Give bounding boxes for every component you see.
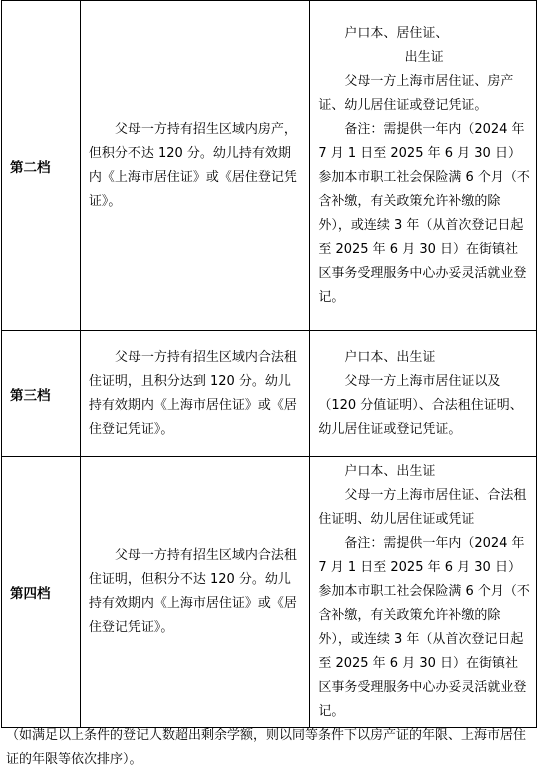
condition-cell xyxy=(80,457,309,728)
materials-line: 父母一方上海市居住证以及（120 分值证明）、合法租住证明、幼儿居住证或登记凭证。 xyxy=(318,373,523,437)
materials-line: 户口本、居住证、 xyxy=(344,25,449,41)
table-row xyxy=(2,1,537,331)
materials-note: 备注：需提供一年内（2024 年 7 月 1 日至 2025 年 6 月 30 日）参加本市职工社会保险满 6 个月（不含补缴，有关政策允许补缴的除外），或连续 3 年（从首次登记日起至 2025 年 6 月 30 日）在街镇社区事务受理服务中心办妥灵活就业登记。 xyxy=(318,536,530,719)
materials-line: 父母一方上海市居住证、房产证、幼儿居住证或登记凭证。 xyxy=(318,73,514,113)
materials-note: 备注：需提供一年内（2024 年 7 月 1 日至 2025 年 6 月 30 日）参加本市职工社会保险满 6 个月（不含补缴，有关政策允许补缴的除外），或连续 3 年（从首次登记日起至 2025 年 6 月 30 日）在街镇社区事务受理服务中心办妥灵活就业登记。 xyxy=(318,121,530,305)
tier-label: 第二档 xyxy=(2,1,81,331)
materials-line: 父母一方上海市居住证、合法租住证明、幼儿居住证或凭证 xyxy=(318,488,527,527)
materials-line: 户口本、出生证 xyxy=(344,349,436,365)
condition-cell xyxy=(80,331,309,457)
table-row xyxy=(2,457,537,728)
footnote: （如满足以上条件的登记人数超出剩余学额，则以同等条件下以房产证的年限、上海市居住证的年限等依次排序）。 xyxy=(6,728,527,767)
condition-text: 父母一方持有招生区域内合法租住证明，且积分达到 120 分。幼儿持有效期内《上海市居住证》或《居住登记凭证》。 xyxy=(88,349,297,437)
condition-cell xyxy=(80,1,309,331)
materials-line: 出生证 xyxy=(404,49,444,65)
materials-line: 户口本、出生证 xyxy=(344,464,436,479)
tier-label: 第四档 xyxy=(2,457,81,728)
materials-cell xyxy=(310,331,537,457)
condition-text: 父母一方持有招生区域内合法租住证明，但积分不达 120 分。幼儿持有效期内《上海市居住证》或《居住登记凭证》。 xyxy=(88,548,297,635)
table-row xyxy=(2,331,537,457)
materials-cell xyxy=(310,1,537,331)
tier-label: 第三档 xyxy=(2,331,81,457)
materials-cell xyxy=(310,457,537,728)
admission-tier-table xyxy=(1,0,537,728)
condition-text: 父母一方持有招生区域内房产，但积分不达 120 分。幼儿持有效期内《上海市居住证》或《居住登记凭证》。 xyxy=(88,121,297,209)
